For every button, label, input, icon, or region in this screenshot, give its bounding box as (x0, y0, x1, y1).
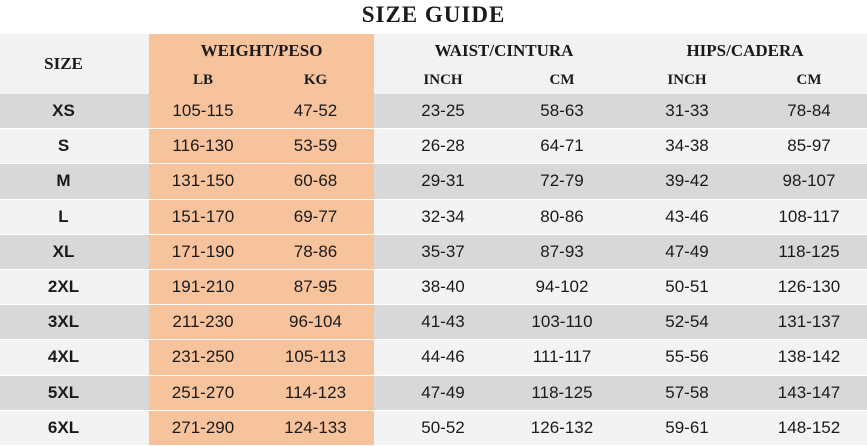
waist-inch-cell: 29-31 (385, 164, 501, 199)
row-gap (374, 305, 385, 340)
size-cell: 5XL (0, 376, 127, 411)
kg-cell: 69-77 (257, 200, 374, 235)
lb-cell: 211-230 (149, 305, 257, 340)
weight-column-header: WEIGHT/PESO (149, 34, 374, 67)
hips-inch-cell: 34-38 (623, 129, 751, 164)
waist-inch-cell: 47-49 (385, 376, 501, 411)
row-gap (127, 164, 149, 199)
kg-cell: 53-59 (257, 129, 374, 164)
waist-cm-cell: 111-117 (501, 340, 623, 375)
hips-inch-cell: 50-51 (623, 270, 751, 305)
lb-cell: 131-150 (149, 164, 257, 199)
size-cell: L (0, 200, 127, 235)
waist-inch-cell: 50-52 (385, 411, 501, 446)
kg-cell: 60-68 (257, 164, 374, 199)
kg-cell: 105-113 (257, 340, 374, 375)
lb-cell: 151-170 (149, 200, 257, 235)
row-gap (374, 129, 385, 164)
waist-cm-cell: 126-132 (501, 411, 623, 446)
kg-cell: 78-86 (257, 235, 374, 270)
hips-cm-cell: 85-97 (751, 129, 867, 164)
waist-inch-cell: 26-28 (385, 129, 501, 164)
kg-cell: 96-104 (257, 305, 374, 340)
waist-inch-cell: 32-34 (385, 200, 501, 235)
waist-cm-cell: 64-71 (501, 129, 623, 164)
header-gap (374, 34, 385, 94)
lb-subheader: LB (149, 67, 257, 94)
size-cell: 6XL (0, 411, 127, 446)
waist-column-header: WAIST/CINTURA (385, 34, 623, 67)
size-cell: XL (0, 235, 127, 270)
waist-inch-cell: 44-46 (385, 340, 501, 375)
row-gap (127, 411, 149, 446)
size-cell: 2XL (0, 270, 127, 305)
page-title: SIZE GUIDE (361, 2, 506, 27)
row-gap (127, 376, 149, 411)
hips-inch-cell: 59-61 (623, 411, 751, 446)
row-gap (127, 305, 149, 340)
waist-cm-cell: 80-86 (501, 200, 623, 235)
waist-cm-cell: 103-110 (501, 305, 623, 340)
lb-cell: 116-130 (149, 129, 257, 164)
row-gap (374, 376, 385, 411)
size-cell: M (0, 164, 127, 199)
row-gap (374, 270, 385, 305)
hips-inch-cell: 47-49 (623, 235, 751, 270)
row-gap (374, 411, 385, 446)
hips-cm-cell: 138-142 (751, 340, 867, 375)
hips-cm-cell: 131-137 (751, 305, 867, 340)
size-cell: 4XL (0, 340, 127, 375)
kg-subheader: KG (257, 67, 374, 94)
size-column-header: SIZE (0, 34, 127, 94)
hips-cm-cell: 108-117 (751, 200, 867, 235)
hips-cm-cell: 126-130 (751, 270, 867, 305)
hips-inch-cell: 55-56 (623, 340, 751, 375)
hips-inch-cell: 43-46 (623, 200, 751, 235)
lb-cell: 271-290 (149, 411, 257, 446)
hips-cm-cell: 143-147 (751, 376, 867, 411)
kg-cell: 87-95 (257, 270, 374, 305)
hips-cm-cell: 118-125 (751, 235, 867, 270)
hips-inch-cell: 57-58 (623, 376, 751, 411)
hips-inch-cell: 52-54 (623, 305, 751, 340)
hips-cm-cell: 148-152 (751, 411, 867, 446)
waist-cm-cell: 72-79 (501, 164, 623, 199)
waist-cm-cell: 58-63 (501, 94, 623, 129)
size-cell: S (0, 129, 127, 164)
hips-inch-subheader: INCH (623, 67, 751, 94)
row-gap (374, 94, 385, 129)
row-gap (127, 235, 149, 270)
row-gap (127, 340, 149, 375)
waist-cm-cell: 118-125 (501, 376, 623, 411)
lb-cell: 105-115 (149, 94, 257, 129)
row-gap (127, 270, 149, 305)
waist-inch-cell: 23-25 (385, 94, 501, 129)
hips-cm-cell: 98-107 (751, 164, 867, 199)
row-gap (127, 129, 149, 164)
row-gap (374, 200, 385, 235)
hips-inch-cell: 31-33 (623, 94, 751, 129)
hips-cm-subheader: CM (751, 67, 867, 94)
waist-cm-cell: 87-93 (501, 235, 623, 270)
row-gap (127, 200, 149, 235)
waist-inch-cell: 41-43 (385, 305, 501, 340)
waist-cm-subheader: CM (501, 67, 623, 94)
waist-cm-cell: 94-102 (501, 270, 623, 305)
kg-cell: 47-52 (257, 94, 374, 129)
waist-inch-subheader: INCH (385, 67, 501, 94)
row-gap (127, 94, 149, 129)
row-gap (374, 235, 385, 270)
hips-inch-cell: 39-42 (623, 164, 751, 199)
hips-column-header: HIPS/CADERA (623, 34, 867, 67)
lb-cell: 191-210 (149, 270, 257, 305)
lb-cell: 231-250 (149, 340, 257, 375)
size-cell: XS (0, 94, 127, 129)
lb-cell: 171-190 (149, 235, 257, 270)
row-gap (374, 340, 385, 375)
waist-inch-cell: 35-37 (385, 235, 501, 270)
waist-inch-cell: 38-40 (385, 270, 501, 305)
row-gap (374, 164, 385, 199)
size-guide-table (0, 34, 867, 446)
header-gap (127, 34, 149, 94)
lb-cell: 251-270 (149, 376, 257, 411)
kg-cell: 114-123 (257, 376, 374, 411)
size-cell: 3XL (0, 305, 127, 340)
kg-cell: 124-133 (257, 411, 374, 446)
hips-cm-cell: 78-84 (751, 94, 867, 129)
